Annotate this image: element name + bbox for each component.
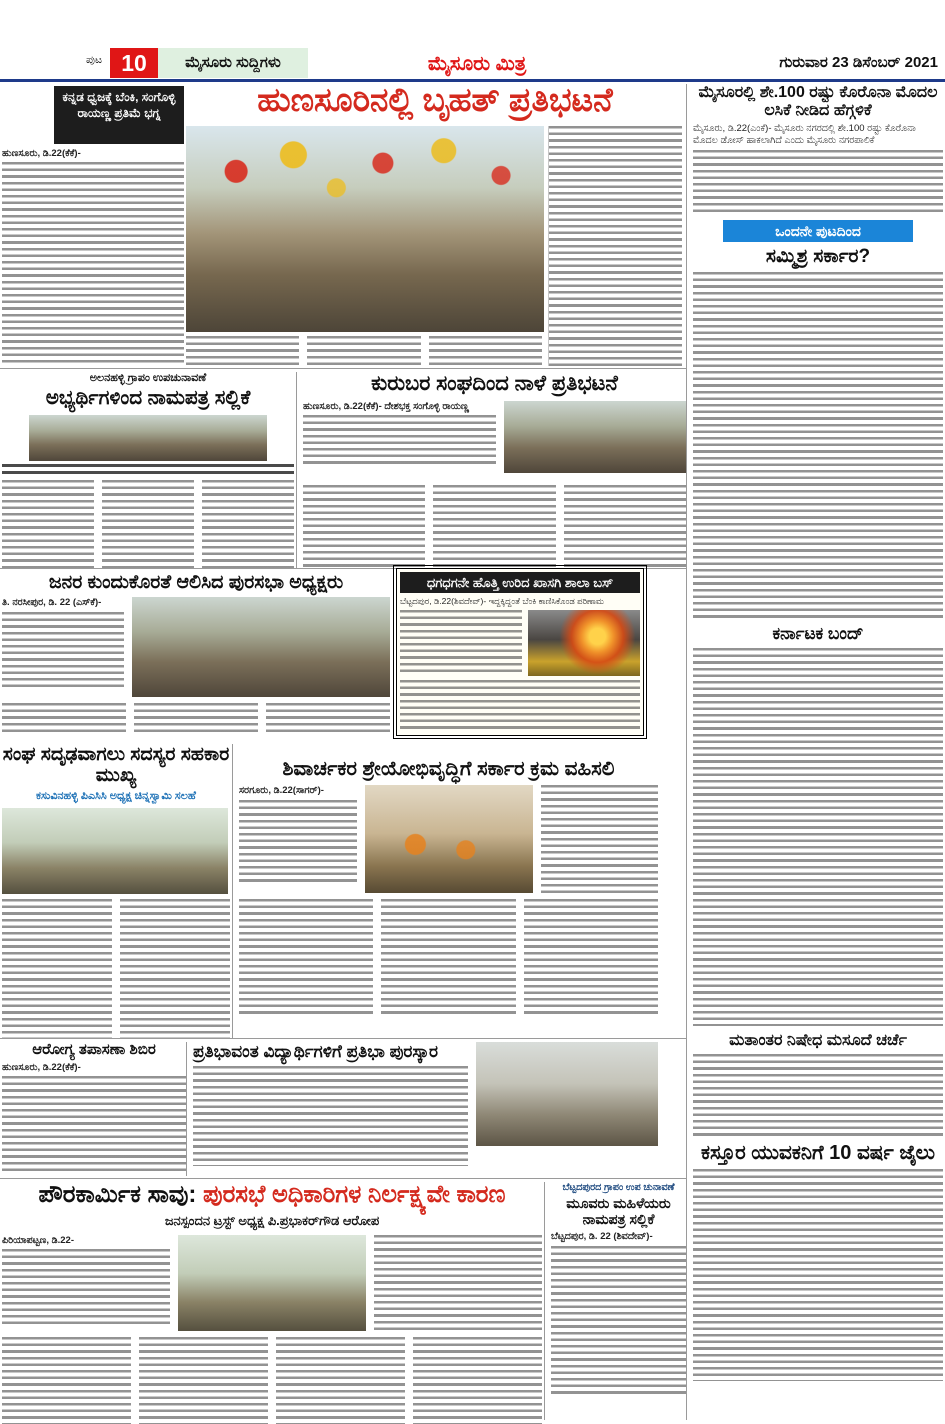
pourakarmika-bodytext-2 [374,1235,542,1331]
conversion-bill-bodytext [693,1054,943,1136]
pourakarmika-subhead: ಜನಸ್ಪಂದನ ಟ್ರಸ್ಟ್ ಅಧ್ಯಕ್ಷ ಪಿ.ಪ್ರಭಾಕರ್‌ಗೌಡ ಆರೋಪ [164,1212,380,1228]
edition-date: ಗುರುವಾರ 23 ಡಿಸೆಂಬರ್ 2021 [779,54,938,71]
nomination-kicker: ಅಲನಹಳ್ಳಿ ಗ್ರಾಪಂ ಉಪಚುನಾವಣೆ [89,372,207,384]
shivarchaka-photo [365,785,533,893]
article-kuruba [296,372,686,568]
kuruba-headline: ಕುರುಬರ ಸಂಘದಿಂದ ನಾಳೆ ಪ್ರತಿಭಟನೆ [371,372,618,395]
sangha-photo [2,808,228,894]
conversion-bill-headline: ಮತಾಂತರ ನಿಷೇಧ ಮಸೂದೆ ಚರ್ಚೆ [729,1031,907,1049]
grievances-byline: ತಿ. ನರಸೀಪುರ, ಡಿ. 22 (ಎಸ್‌ಕೆ)- [2,597,102,609]
kuruba-photo [504,401,686,473]
bus-fire-photo [528,610,640,676]
flag-burning-byline: ಹುಣಸೂರು, ಡಿ.22(ಕೆಕೆ)- [2,148,81,159]
corona-lede: ಮೈಸೂರು, ಡಿ.22(ಎಂಕೆ)- ಮೈಸೂರು ನಗರದಲ್ಲಿ ಶೇ.100 ರಷ್ಟು ಕೊರೊನಾ ಮೊದಲ ಡೋಸ್ ಹಾಕಲಾಗಿದೆ ಎಂದು ಮೈಸೂರು ನಗರಪಾಲಿಕೆ [693,122,916,147]
nomination-bodytext [2,480,294,572]
article-nomination [2,372,294,568]
article-pratibha [186,1042,658,1176]
bettadapura-kicker: ಬೆಟ್ಟದಪುರದ ಗ್ರಾಪಂ ಉಪ ಚುನಾವಣೆ [562,1182,675,1193]
flag-burning-bodytext [2,162,184,366]
shivarchaka-bodytext-3 [239,899,658,1017]
pratibha-photo [476,1042,658,1146]
grievances-bodytext [2,612,124,688]
pourakarmika-bodytext-3 [2,1337,542,1424]
article-pourakarmika [2,1182,542,1420]
masthead: ಮೈಸೂರು ಮಿತ್ರ [427,53,527,75]
bettadapura-headline: ಮೂವರು ಮಹಿಳೆಯರು ನಾಮಪತ್ರ ಸಲ್ಲಿಕೆ [566,1195,671,1227]
bandh-headline: ಕರ್ನಾಟಕ ಬಂದ್ [772,623,864,643]
article-sangha [2,744,230,1038]
from-page-one-banner: ಒಂದನೇ ಪುಟದಿಂದ [723,220,913,242]
pourakarmika-bodytext [2,1249,170,1325]
main-protest-sidetext [548,126,682,366]
shivarchaka-headline: ಶಿವಾರ್ಚಕರ ಶ್ರೇಯೋಭಿವೃದ್ಧಿಗೆ ಸರ್ಕಾರ ಕ್ರಮ ವಹಿಸಲಿ [282,758,615,780]
pratibha-bodytext [193,1066,468,1166]
health-camp-bodytext [2,1076,186,1172]
corona-headline: ಮೈಸೂರಲ್ಲಿ ಶೇ.100 ರಷ್ಟು ಕೊರೊನಾ ಮೊದಲ ಲಸಿಕೆ ನೀಡಿದ ಹೆಗ್ಗಳಿಕೆ [698,84,938,119]
sangha-headline: ಸಂಘ ಸದೃಢವಾಗಲು ಸದಸ್ಯರ ಸಹಕಾರ ಮುಖ್ಯ [2,744,230,787]
shivarchaka-bodytext [239,800,357,886]
section-name: ಮೈಸೂರು ಸುದ್ದಿಗಳು [158,48,308,78]
sangha-bodytext [2,899,230,1039]
corona-bodytext [693,150,943,212]
bus-fire-headline: ಧಗಧಗನೇ ಹೊತ್ತಿ ಉರಿದ ಖಾಸಗಿ ಶಾಲಾ ಬಸ್ [400,572,640,593]
rule [0,1038,686,1039]
health-camp-headline: ಆರೋಗ್ಯ ತಪಾಸಣಾ ಶಿಬಿರ [32,1041,156,1058]
kuruba-bodytext-2 [303,485,686,569]
bus-fire-bodytext [400,610,522,676]
shivarchaka-byline: ಸರಗೂರು, ಡಿ.22(ಸಾಗರ್)- [239,785,324,797]
grievance-photo [132,597,390,697]
shivarchaka-bodytext-2 [541,785,659,893]
page-number: 10 [110,48,158,78]
bandh-bodytext [693,648,943,1026]
pratibha-headline: ಪ್ರತಿಭಾವಂತ ವಿದ್ಯಾರ್ಥಿಗಳಿಗೆ ಪ್ರತಿಭಾ ಪುರಸ್ಕಾರ [193,1042,439,1061]
article-flag-burning [2,84,184,368]
rule [0,368,686,369]
nomination-headline: ಅಭ್ಯರ್ಥಿಗಳಿಂದ ನಾಮಪತ್ರ ಸಲ್ಲಿಕೆ [45,387,251,409]
jail-bodytext [693,1169,943,1381]
health-camp-byline: ಹುಣಸೂರು, ಡಿ.22(ಕೆಕೆ)- [2,1061,81,1073]
right-rail [686,84,945,1420]
bus-fire-lede: ಬೆಟ್ಟದಪುರ, ಡಿ.22(ಶಿವದೇವ್)- ಇದ್ದಕ್ಕಿದ್ದಂತೆ ಬೆಂಕಿ ಕಾಣಿಸಿಕೊಂಡ ಪರಿಣಾಮ [400,596,604,606]
coalition-bodytext [693,272,943,618]
kuruba-bodytext [303,415,496,467]
article-health-camp [2,1042,186,1174]
grievances-headline: ಜನರ ಕುಂದುಕೊರತೆ ಆಲಿಸಿದ ಪುರಸಭಾ ಅಧ್ಯಕ್ಷರು [48,572,344,593]
flag-burning-headline: ಕನ್ನಡ ಧ್ವಜಕ್ಕೆ ಬೆಂಕಿ, ಸಂಗೊಳ್ಳಿ ರಾಯಣ್ಣ ಪ್ರತಿಮೆ ಭಗ್ನ [54,86,184,144]
article-grievances [2,572,390,736]
pourakarmika-byline: ಪಿರಿಯಾಪಟ್ಟಣ, ಡಿ.22- [2,1234,74,1246]
main-protest-bottomtext [186,336,542,366]
coalition-headline: ಸಮ್ಮಿಶ್ರ ಸರ್ಕಾರ? [765,245,871,267]
bettadapura-byline: ಬೆಟ್ಟದಪುರ, ಡಿ. 22 (ಶಿವದೇವ್)- [551,1231,653,1243]
bus-fire-bodytext-2 [400,680,640,732]
pourakarmika-photo [178,1235,366,1331]
pourakarmika-headline-red: ಪುರಸಭೆ ಅಧಿಕಾರಿಗಳ ನಿರ್ಲಕ್ಷ್ಯವೇ ಕಾರಣ [203,1181,506,1208]
rule [0,1178,686,1179]
nomination-photo [29,415,267,461]
page-label: ಪುಟ [86,54,103,66]
article-bus-fire [396,568,644,736]
bettadapura-bodytext [551,1246,686,1396]
kuruba-lede: ಹುಣಸೂರು, ಡಿ.22(ಕೆಕೆ)- ದೇಶಭಕ್ತ ಸಂಗೊಳ್ಳಿ ರಾಯಣ್ಣ [303,400,469,412]
jail-headline: ಕಸ್ತೂರ ಯುವಕನಿಗೆ 10 ವರ್ಷ ಜೈಲು [701,1141,935,1164]
sangha-kicker: ಕಸುವಿನಹಳ್ಳಿ ಪಿಎಸಿಸಿ ಅಧ್ಯಕ್ಷ ಚಿನ್ನಸ್ವಾಮಿ ಸಲಹೆ [36,789,196,802]
article-bettadapura [544,1182,686,1420]
protest-photo [186,126,544,332]
article-shivarchaka [232,744,658,1038]
grievances-bodytext-2 [2,703,390,733]
article-corona [693,84,943,212]
main-protest-headline: ಹುಣಸೂರಿನಲ್ಲಿ ಬೃಹತ್ ಪ್ರತಿಭಟನೆ [257,81,613,118]
nomination-caption [2,464,294,476]
pourakarmika-headline-black: ಪೌರಕಾರ್ಮಿಕ ಸಾವು: [38,1181,197,1208]
